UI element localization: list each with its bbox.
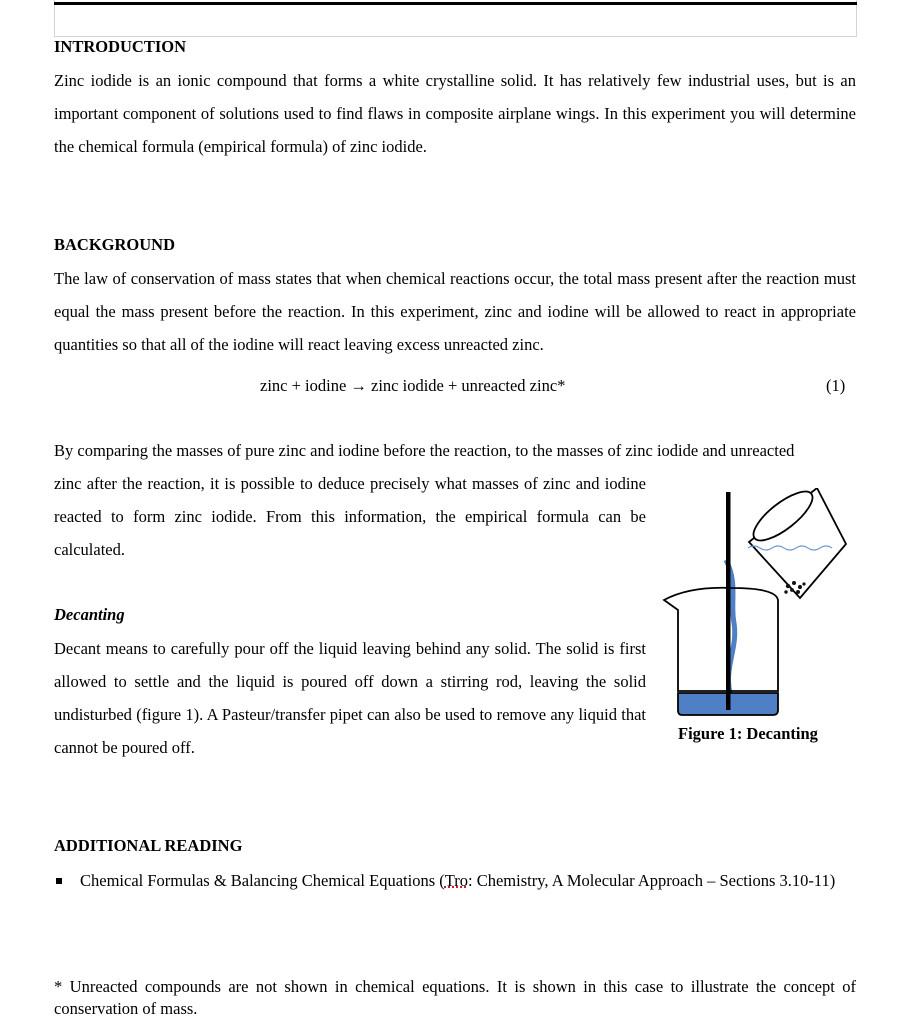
bullet-icon	[56, 878, 62, 884]
introduction-heading: INTRODUCTION	[54, 37, 187, 56]
pouring-beaker	[747, 488, 846, 598]
additional-reading-heading: ADDITIONAL READING	[54, 836, 243, 855]
receiving-beaker	[664, 588, 778, 715]
reading-list-item	[80, 864, 856, 897]
equation-number: (1)	[826, 376, 846, 395]
introduction-paragraph: Zinc iodide is an ionic compound that forms a white crystalline solid. It has relatively few industrial uses, but is an important component of solutions used to find flaws in composite airplane wings. In this experiment you will determine the chemical formula (empirical formula) of zinc iodide.	[54, 71, 856, 156]
top-table-frame	[54, 0, 857, 37]
comparison-paragraph-line1: By comparing the masses of pure zinc and iodine before the reaction, to the masses of zinc iodide and unreacted	[54, 441, 795, 460]
background-heading: BACKGROUND	[54, 235, 176, 254]
stirring-rod	[726, 492, 731, 710]
reaction-equation: zinc + iodine → zinc iodide + unreacted zinc*	[260, 376, 566, 395]
decanting-figure	[660, 488, 860, 718]
reading-item-text-start: Chemical Formulas & Balancing Chemical Equations (	[80, 871, 445, 890]
footnote: * Unreacted compounds are not shown in chemical equations. It is shown in this case to illustrate the concept of conservation of mass.	[54, 977, 856, 1018]
reading-item-author: Tro	[444, 871, 469, 890]
background-paragraph: The law of conservation of mass states that when chemical reactions occur, the total mass present after the reaction must equal the mass present before the reaction. In this experiment, zinc and iodine will be allowed to react in appropriate quantities so that all of the iodine will react leaving excess unreacted zinc.	[54, 269, 856, 354]
reading-item-text-end: : Chemistry, A Molecular Approach – Sections 3.10-11)	[468, 871, 836, 890]
top-rule	[54, 2, 857, 5]
decanting-heading: Decanting	[54, 605, 125, 624]
comparison-paragraph: zinc after the reaction, it is possible to deduce precisely what masses of zinc and iodine reacted to form zinc iodide. From this information, the empirical formula can be calculated.	[54, 474, 646, 559]
decanting-paragraph: Decant means to carefully pour off the liquid leaving behind any solid. The solid is first allowed to settle and the liquid is poured off down a stirring rod, leaving the solid undisturbed (figure 1). A Pasteur/transfer pipet can also be used to remove any liquid that cannot be poured off.	[54, 639, 646, 757]
figure-caption: Figure 1: Decanting	[678, 724, 818, 743]
